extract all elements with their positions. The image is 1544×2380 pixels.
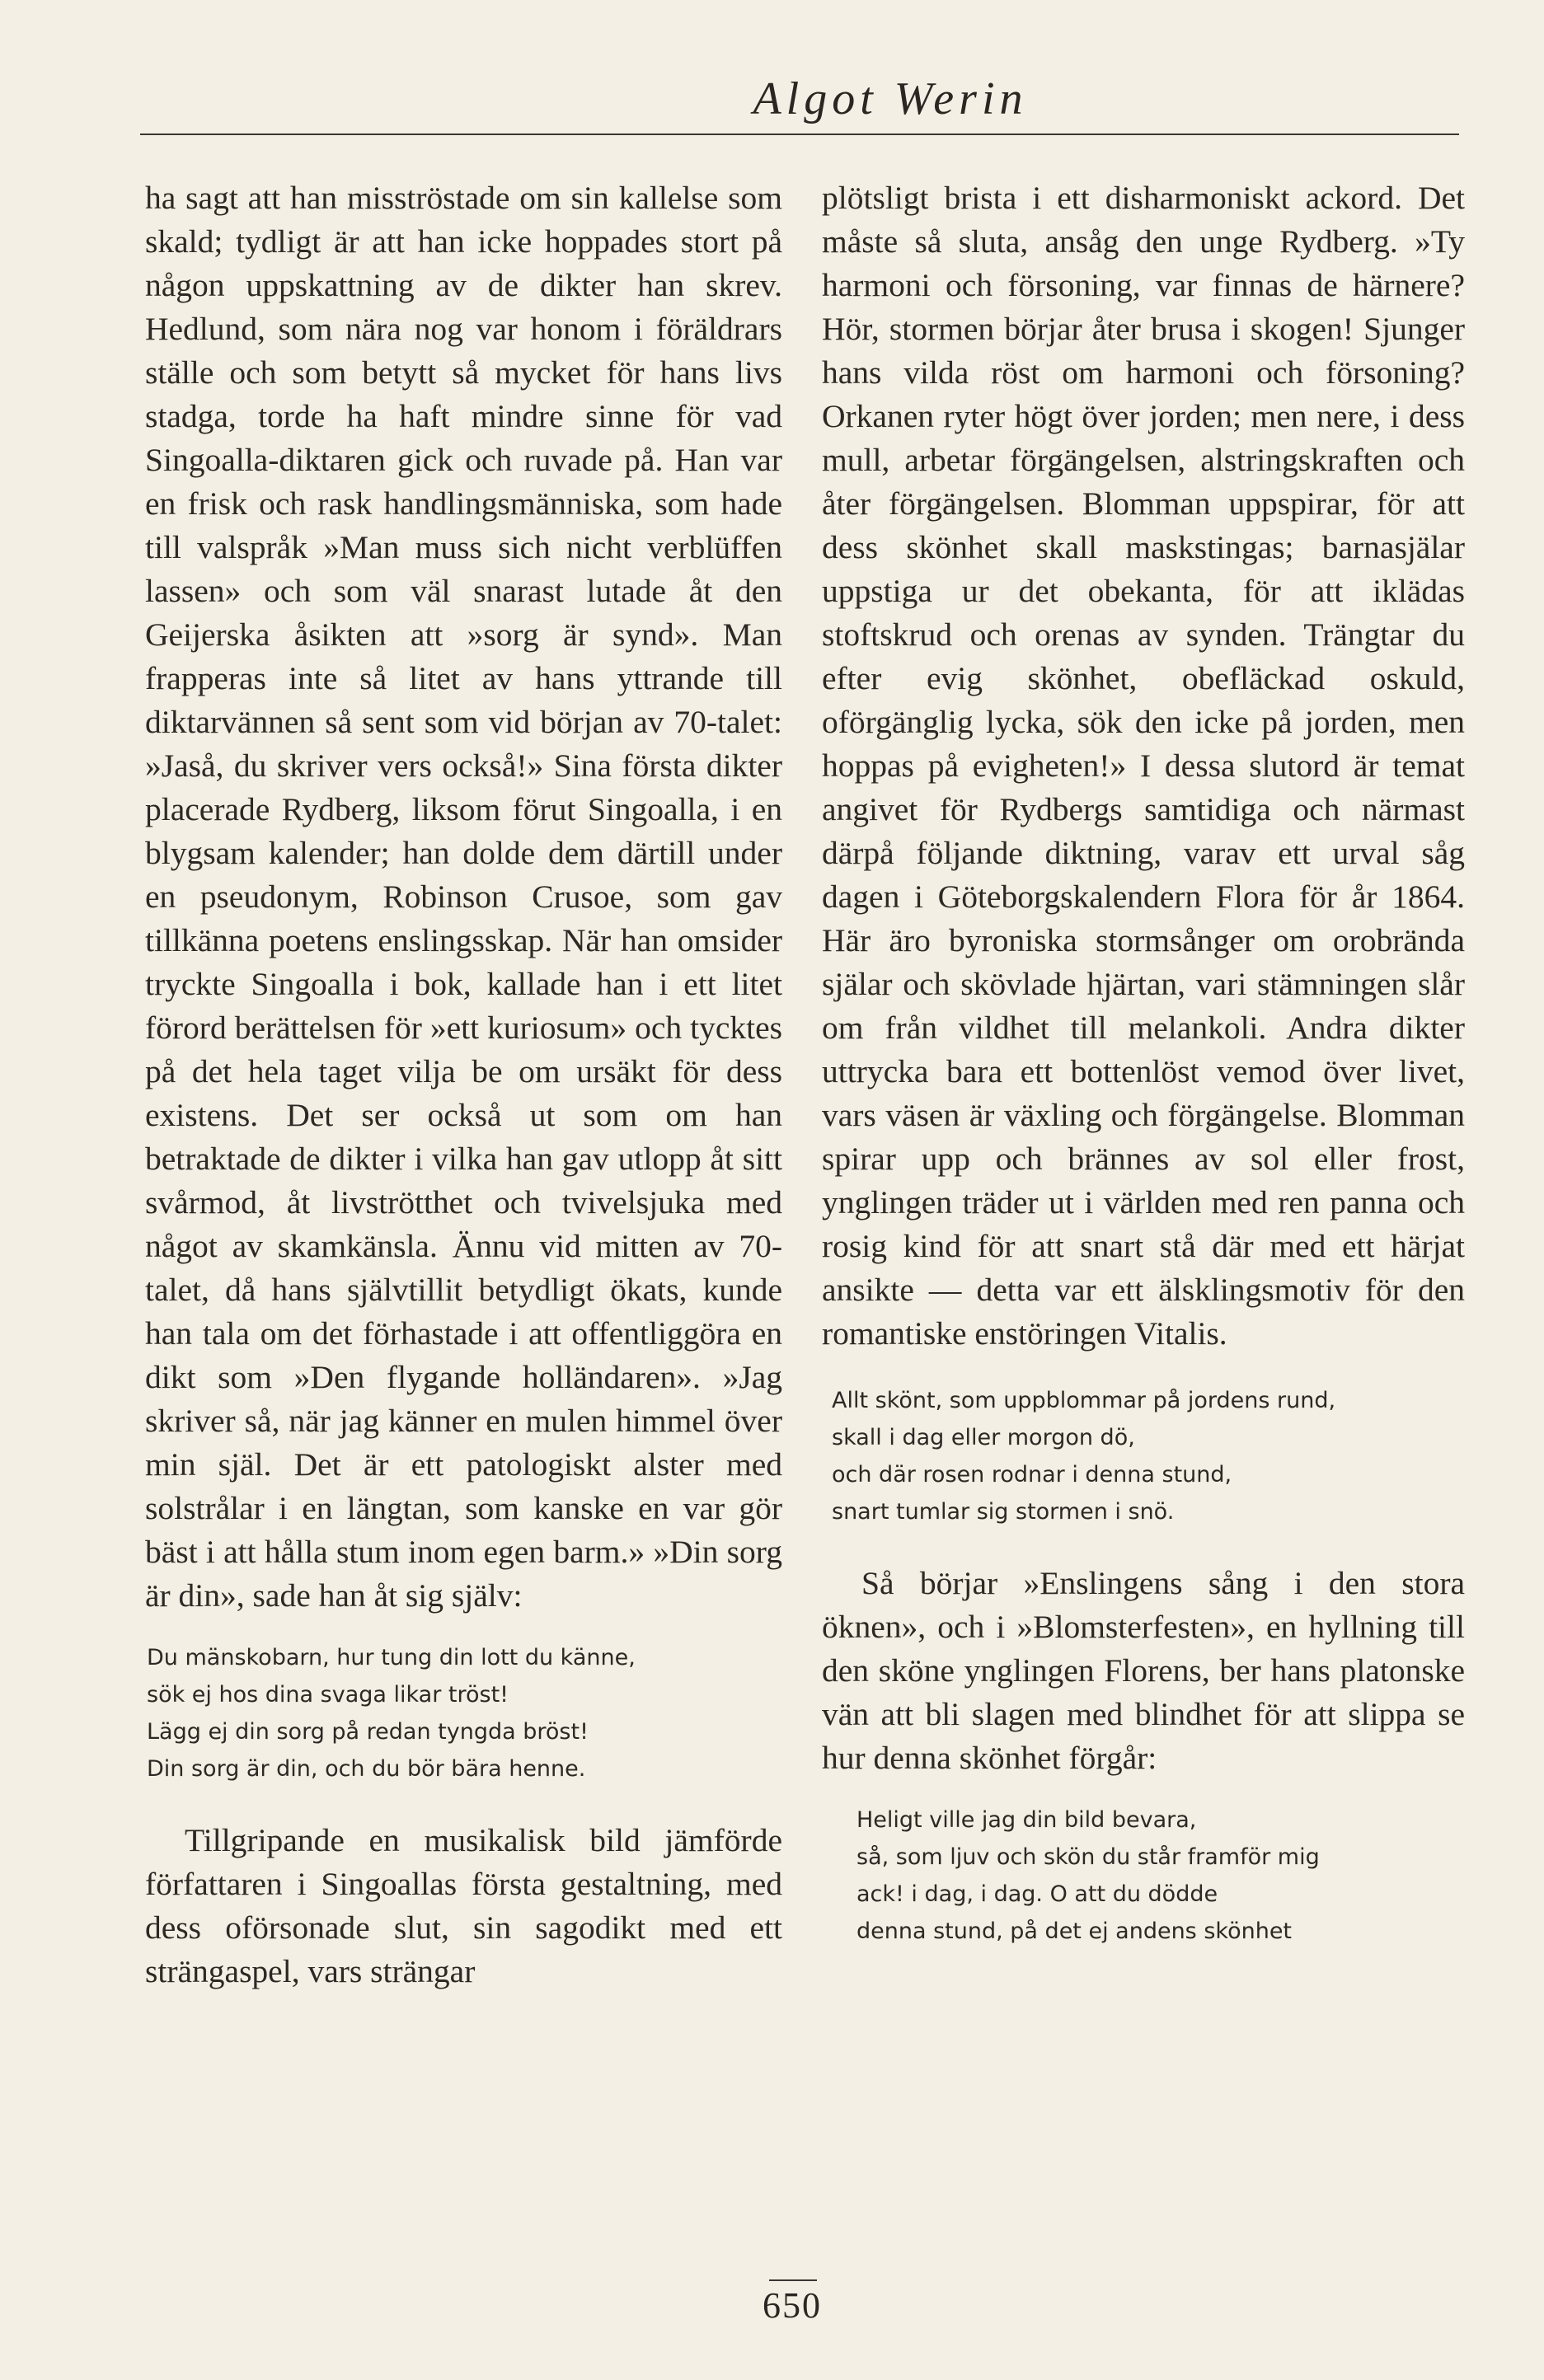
left-paragraph-1: ha sagt att han misströstade om sin kallelse som skald; tydligt är att han icke hoppades stort på någon uppskattning av de dikter han skrev. Hedlund, som nära nog var honom i föräldrars ställe och som betytt så mycket för hans livs stadga, torde ha haft mindre sinne för vad Singoalla-diktaren gick och ruvade på. Han var en frisk och rask handlingsmänniska, som hade till valspråk »Man muss sich nicht verblüffen lassen» och som väl snarast lutade åt den Geijerska åsikten att »sorg är synd». Man frapperas inte så litet av hans yttrande till diktarvännen så sent som vid början av 70-talet: »Jaså, du skriver vers också!» Sina första dikter placerade Rydberg, liksom förut Singoalla, i en blygsam kalender; han dolde dem därtill under en pseudonym, Robinson Crusoe, som gav tillkänna poetens enslingsskap. När han omsider tryckte Singoalla i bok, kallade han i ett litet förord berättelsen för »ett kuriosum» och tycktes på det hela taget vilja be om ursäkt för dess existens. Det ser också ut som om han betraktade de dikter i vilka han gav utlopp åt sitt svårmod, åt livströtthet och tvivelsjuka med något av skamkänsla. Ännu vid mitten av 70-talet, då hans självtillit betydligt ökats, kunde han tala om det förhastade i att offentliggöra en dikt som »Den flygande holländaren». »Jag skriver så, när jag känner en mulen himmel över min själ. Det är ett patologiskt alster med solstrålar i en längtan, som kanske en var gör bäst i att hålla stum inom egen barm.» »Din sorg är din», sade han åt sig själv: — [145, 180, 782, 1614]
right-paragraph-1: plötsligt brista i ett disharmoniskt ackord. Det måste så sluta, ansåg den unge Rydberg. »Ty harmoni och försoning, var finnas de härnere? Hör, stormen börjar åter brusa i skogen! Sjunger hans vilda röst om harmoni och försoning? Orkanen ryter högt över jorden; men nere, i dess mull, arbetar förgängelsen, alstringskraften och åter förgängelsen. Blomman uppspirar, för att dess skönhet skall maskstingas; barnasjälar uppstiga ur det obekanta, för att iklädas stoftskrud och orenas av synden. Trängtar du efter evig skönhet, obefläckad oskuld, oförgänglig lycka, sök den icke på jorden, men hoppas på evigheten!» I dessa slutord är temat angivet för Rydbergs samtidiga och närmast därpå följande diktning, varav ett urval såg dagen i Göteborgskalendern Flora för år 1864. Här äro byroniska stormsånger om orobrända själar och skövlade hjärtan, vari stämningen slår om från vildhet till melankoli. Andra dikter uttrycka bara ett bottenlöst vemod över livet, vars väsen är växling och förgängelse. Blomman spirar upp och brännes av sol eller frost, ynglingen träder ut i världen med ren panna och rosig kind för att snart stå där med ett härjat ansikte — detta var ett älsklingsmotiv för den romantiske enstöringen Vitalis. — [822, 180, 1465, 1352]
verse-line: Du mänskobarn, hur tung din lott du känne, — [147, 1645, 636, 1670]
running-header — [140, 73, 1459, 135]
verse-line: och där rosen rodnar i denna stund, — [832, 1462, 1232, 1488]
page-number: 650 — [763, 2285, 822, 2326]
verse-line: Din sorg är din, och du bör bära henne. — [147, 1756, 586, 1782]
page-number-rule — [769, 2279, 817, 2281]
verse-line: Heligt ville jag din bild bevara, — [856, 1807, 1197, 1833]
left-column — [145, 176, 782, 1993]
verse-line: så, som ljuv och skön du står framför mig — [856, 1844, 1320, 1870]
verse-line: snart tumlar sig stormen i snö. — [832, 1499, 1175, 1525]
verse-block-3 — [856, 1801, 1465, 1950]
verse-line: Lägg ej din sorg på redan tyngda bröst! — [147, 1719, 589, 1745]
verse-block-2 — [832, 1382, 1465, 1530]
right-column — [822, 176, 1465, 1950]
verse-line: sök ej hos dina svaga likar tröst! — [147, 1682, 509, 1708]
running-title: Algot Werin — [753, 73, 1028, 124]
verse-line: skall i dag eller morgon dö, — [832, 1425, 1135, 1450]
verse-line: Allt skönt, som uppblommar på jordens rund, — [832, 1388, 1336, 1413]
left-paragraph-2: Tillgripande en musikalisk bild jämförde författaren i Singoallas första gestaltning, med dess oförsonade slut, sin sagodikt med ett strängaspel, vars strängar — [145, 1822, 782, 1989]
verse-line: ack! i dag, i dag. O att du dödde — [856, 1881, 1218, 1907]
right-paragraph-2: Så börjar »Enslingens sång i den stora öknen», och i »Blomsterfesten», en hyllning till den sköne ynglingen Florens, ber hans platonske vän att bli slagen med blindhet för att slippa se hur denna skönhet förgår: — [822, 1565, 1465, 1776]
verse-line: denna stund, på det ej andens skönhet — [856, 1919, 1293, 1944]
verse-block-1 — [147, 1639, 782, 1787]
